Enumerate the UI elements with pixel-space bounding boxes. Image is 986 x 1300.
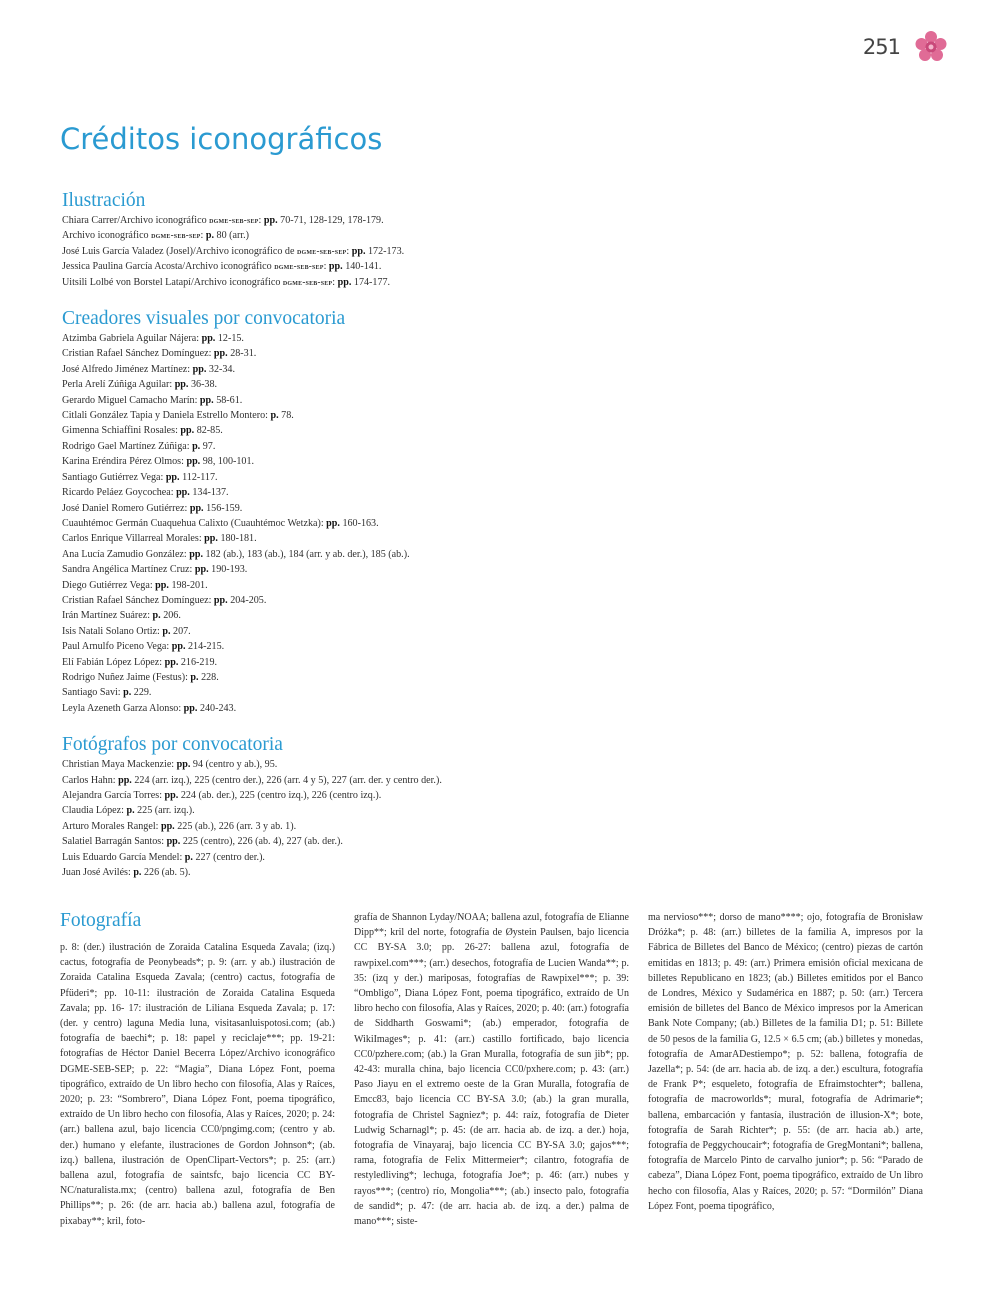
credit-entry <box>62 439 942 454</box>
credit-ref: pp. <box>213 594 228 606</box>
credit-entry <box>62 531 942 546</box>
credit-ref: pp. <box>174 379 189 391</box>
credit-ref: pp. <box>118 774 132 786</box>
credit-pages: 174-177. <box>351 276 391 288</box>
credit-entry <box>62 593 942 608</box>
credit-name: Cristian Rafael Sánchez Domínguez: <box>62 594 214 606</box>
credit-entry <box>62 670 942 685</box>
credit-sep: : <box>332 276 338 288</box>
credit-name: Juan José Avilés: <box>62 867 134 879</box>
credit-pages: 227 (centro der.). <box>192 851 265 863</box>
credit-name: Salatiel Barragán Santos: <box>62 836 167 848</box>
credit-pages: 97. <box>200 440 216 452</box>
credit-entry <box>62 803 942 818</box>
credit-entry <box>62 362 942 377</box>
credit-org: dgme-seb-sep <box>296 245 347 256</box>
credit-pages: 216-219. <box>178 656 218 668</box>
credit-pages: 78. <box>278 410 294 422</box>
credit-ref: pp. <box>183 702 198 714</box>
creadores-list <box>62 331 942 716</box>
credit-name: Atzimba Gabriela Aguilar Nájera: <box>62 333 202 345</box>
credit-entry <box>62 516 942 531</box>
credit-ref: p. <box>192 440 201 452</box>
fotografia-column-3: ma nervioso***; dorso de mano****; ojo, fotografía de Bronisław Dróżka*; p. 48: (arr.) billetes de la familia A, impresos por la Fábrica de Billetes del Banco de México; (centro) piezas de cartón emitidas en 1813; p. 49: (arr.) Primera emisión oficial mexicana de billetes Republicano en 1823; (ab.) Billetes emitidos por el Banco de Londres, México y Sudamérica en 1887; p. 50: (arr.) Tercera emisión de billetes del Banco de México impresos por la American Bank Note Company; (ab.) Billetes de la familia D1; p. 51: Billete de 50 pesos de la familia G, 12.5 × 6.5 cm; (ab.) billetes y monedas, fotografía de AmarADestiempo*; p. 52: ballena, fotografía de Jazella*; p. 54: (de arr. hacia ab. de izq. a der.) escultura, fotografía de Frank P*; esqueleto, fotografía de Efraimstochter*; ballena, fotografía de macroworlds*; mural, fotografía de Adrimarie*; ballena, embarcación y fantasía, ilustración de illusion-X*; bote, fotografía de Sarah Richter*; p. 55: (de arr. hacia ab.) arte, fotografía de Peggychoucair*; fotografía de GregMontani*; ballena, fotografía de Marcelo Pinto de carvalho junior*; p. 56: “Parado de cabeza”, Diana López Font, poema tipográfico, extraído de Un libro hecho con filosofía, Alas y Raíces, 2020; p. 57: “Dormilón” Diana López Font, poema tipográfico, <box>648 912 923 1212</box>
credit-ref: pp. <box>160 820 175 832</box>
credit-org: dgme-seb-sep <box>151 230 201 241</box>
credit-ref: p. <box>152 610 161 622</box>
credit-name: Alejandra García Torres: <box>62 790 165 801</box>
credits-lists <box>62 190 942 886</box>
credit-entry <box>62 408 942 423</box>
credit-name: Cuauhtémoc Germán Cuaquehua Calixto (Cuauhtémoc Wetzka): <box>62 517 327 529</box>
credit-sep: : <box>200 230 206 242</box>
credit-name: Archivo iconográfico <box>62 230 152 242</box>
credit-entry <box>62 331 942 346</box>
credit-entry <box>62 850 942 865</box>
credit-entry <box>62 228 942 243</box>
credit-name: Uitsili Lolbé von Borstel Latapí/Archivo iconográfico <box>62 276 283 288</box>
credit-name: Paul Arnulfo Piceno Vega: <box>62 641 172 653</box>
credit-entry <box>62 685 942 700</box>
section-title-fotografos: Fotógrafos por convocatoria <box>62 734 283 756</box>
credit-name: Carlos Hahn: <box>62 774 119 786</box>
credit-ref: pp. <box>165 471 180 483</box>
credit-name: Carlos Enrique Villarreal Morales: <box>62 533 205 545</box>
credit-pages: 172-173. <box>365 245 405 257</box>
credit-ref: pp. <box>164 656 179 668</box>
fotografia-column-2: grafía de Shannon Lyday/NOAA; ballena azul, fotografía de Elianne Dipp**; kril del norte, fotografía de Øystein Paulsen, bajo licencia CC BY-SA 3.0; pp. 26-27: ballena azul, fotografía de rawpixel.com***; (arr.) desechos, fotografía de Lucien Wanda**; p. 35: (izq y der.) mariposas, fotografías de Rawpixel***; p. 39: “Ombligo”, Diana López Font, poema tipográfico, extraído de Un libro hecho con filosofía, Alas y Raíces, 2020; p. 40: (arr.) fotografía de Siddharth Goswami*; (ab.) emperador, fotografía de WikiImages*; p. 41: (arr.) castillo fortificado, bajo licencia CC0/pzhere.com; (ab.) la Gran Muralla, fotografía de sun jib*; pp. 42-43: muralla china, bajo licencia CC0/pxhere.com; p. 43: (arr.) Paso Jiayu en el extremo oeste de la Gran Muralla, fotografía de Emcc83, bajo licencia CC BY-SA 3.0; (ab.) la gran muralla, fotografía de Christel Sagniez*; p. 44: raíz, fotografía de Dieter Ludwig Scharnagl*; p. 45: (de arr. hacia ab. de izq. a der.) hoja, fotografía de Vinayaraj, bajo licencia CC BY-SA 3.0; gajos***; rama, fotografía de Felix Mittermeier*; cilantro, fotografía de restyledliving*; lechuga, fotografía Joe*; p. 46: (arr.) nubes y rayos***; (centro) río, Mongolia***; (ab.) insecto palo, fotografía de sandid*; p. 47: (de arr. hacia ab. de izq. a der.) palma de mano***; siste- <box>354 912 629 1228</box>
credit-pages: 98, 100-101. <box>200 456 255 468</box>
page-number: 251 <box>862 35 900 59</box>
credit-pages: 182 (ab.), 183 (ab.), 184 (arr. y ab. der.), 185 (ab.). <box>203 548 410 560</box>
credit-org: dgme-seb-sep <box>209 215 259 225</box>
credit-pages: 82-85. <box>194 425 223 437</box>
credit-entry <box>62 865 942 880</box>
credit-ref: pp. <box>204 533 218 545</box>
credit-name: Leyla Azeneth Garza Alonso: <box>62 702 184 714</box>
credit-name: Isis Natali Solano Ortiz: <box>62 625 163 637</box>
section-title-fotografia: Fotografía <box>60 910 142 931</box>
credit-entry <box>62 655 942 670</box>
credit-pages: 58-61. <box>213 394 243 406</box>
credit-ref: p. <box>205 230 215 242</box>
credit-entry <box>62 834 942 849</box>
credit-entry <box>62 501 942 516</box>
credit-name: Santiago Gutiérrez Vega: <box>62 471 166 483</box>
credit-pages: 225 (centro), 226 (ab. 4), 227 (ab. der.). <box>180 836 343 848</box>
credit-name: Ricardo Peláez Goycochea: <box>62 487 177 499</box>
credit-entry <box>62 485 942 500</box>
credit-entry <box>62 393 942 408</box>
credit-ref: p. <box>162 625 171 637</box>
credit-sep: : <box>346 245 352 257</box>
credit-pages: 180-181. <box>217 533 257 545</box>
credit-name: José Daniel Romero Gutiérrez: <box>62 502 190 514</box>
credit-pages: 224 (ab. der.), 225 (centro izq.), 226 (centro izq.). <box>178 790 382 801</box>
credit-pages: 112-117. <box>179 471 218 483</box>
credit-name: Rodrigo Nuñez Jaime (Festus): <box>62 671 191 683</box>
credit-ref: pp. <box>337 276 352 288</box>
credit-entry <box>62 454 942 469</box>
credit-pages: 156-159. <box>203 502 243 514</box>
credit-entry <box>62 639 942 654</box>
credit-entry <box>62 701 942 716</box>
credit-sep: : <box>323 261 329 273</box>
credit-pages: 198-201. <box>168 579 208 591</box>
fotografos-list <box>62 757 942 880</box>
credit-pages: 225 (arr. izq.). <box>134 805 195 817</box>
credit-name: Santiago Savi: <box>62 687 124 699</box>
credit-name: José Alfredo Jiménez Martínez: <box>62 363 193 375</box>
credit-pages: 12-15. <box>215 333 244 345</box>
credit-name: Gerardo Miguel Camacho Marín: <box>62 394 200 406</box>
credit-ref: pp. <box>326 517 340 529</box>
credit-entry <box>62 788 942 803</box>
credit-pages: 206. <box>160 610 181 622</box>
credit-name: Ana Lucía Zamudio González: <box>62 548 190 560</box>
credit-ref: pp. <box>189 502 204 514</box>
flower-icon <box>914 30 948 64</box>
credit-ref: pp. <box>155 579 169 591</box>
credit-name: Elí Fabián López López: <box>62 656 165 668</box>
credit-ref: p. <box>133 867 142 879</box>
credit-pages: 214-215. <box>185 641 225 653</box>
credit-name: Chiara Carrer/Archivo iconográfico <box>62 215 210 226</box>
credit-ref: pp. <box>199 394 214 406</box>
credit-entry <box>62 423 942 438</box>
credit-entry <box>62 608 942 623</box>
credit-entry <box>62 275 942 290</box>
credit-ref: pp. <box>186 456 201 468</box>
credit-pages: 36-38. <box>188 379 218 391</box>
credit-pages: 32-34. <box>206 363 235 375</box>
credit-name: Citlali González Tapia y Daniela Estrello Montero: <box>62 410 271 422</box>
credit-name: Diego Gutiérrez Vega: <box>62 579 156 591</box>
credit-name: José Luis García Valadez (Josel)/Archivo iconográfico de <box>62 245 297 257</box>
credit-entry <box>62 547 942 562</box>
credit-entry <box>62 346 942 361</box>
credit-entry <box>62 377 942 392</box>
credit-ref: pp. <box>194 564 209 576</box>
ilustracion-list <box>62 213 942 290</box>
credit-pages: 228. <box>198 671 219 683</box>
credit-ref: p. <box>123 687 132 699</box>
credit-name: Perla Arelí Zúñiga Aguilar: <box>62 379 175 391</box>
credit-ref: pp. <box>201 333 216 345</box>
section-title-ilustracion: Ilustración <box>62 190 146 211</box>
credit-entry <box>62 578 942 593</box>
page-title: Créditos iconográficos <box>60 122 383 156</box>
credit-name: Arturo Morales Rangel: <box>62 820 161 832</box>
credit-ref: pp. <box>263 215 278 226</box>
credit-entry <box>62 244 942 259</box>
credit-name: Karina Eréndira Pérez Olmos: <box>62 456 187 468</box>
credit-ref: pp. <box>176 759 191 771</box>
credit-name: Christian Maya Mackenzie: <box>62 759 177 771</box>
credit-pages: 94 (centro y ab.), 95. <box>190 759 278 771</box>
credit-ref: pp. <box>213 348 228 360</box>
credit-pages: 240-243. <box>197 702 237 714</box>
credit-name: Rodrigo Gael Martínez Zúñiga: <box>62 440 193 452</box>
credit-name: Luis Eduardo García Mendel: <box>62 851 185 863</box>
credit-ref: pp. <box>164 790 179 801</box>
credit-pages: 204-205. <box>227 594 267 606</box>
credit-ref: p. <box>126 805 135 817</box>
credit-ref: pp. <box>180 425 195 437</box>
credit-org: dgme-seb-sep <box>282 276 333 287</box>
credit-entry <box>62 757 942 772</box>
credit-pages: 225 (ab.), 226 (arr. 3 y ab. 1). <box>174 820 297 832</box>
credit-ref: pp. <box>192 363 207 375</box>
credit-entry <box>62 562 942 577</box>
credit-name: Sandra Angélica Martínez Cruz: <box>62 564 195 576</box>
credit-pages: 160-163. <box>339 517 379 529</box>
credit-ref: pp. <box>328 261 343 273</box>
credit-ref: p. <box>190 671 199 683</box>
credit-ref: pp. <box>351 245 366 257</box>
credit-ref: p. <box>270 410 279 422</box>
credit-entry <box>62 773 942 788</box>
credit-sep: : <box>258 215 264 226</box>
credit-pages: 80 (arr.) <box>214 230 250 242</box>
credit-pages: 140-141. <box>342 261 382 273</box>
fotografia-column-1: p. 8: (der.) ilustración de Zoraida Catalina Esqueda Zavala; (izq.) cactus, fotografía de Peonybeads*; p. 9: (arr. y ab.) ilustración de Zoraida Catalina Esqueda Zavala; (centro) cactus, fotografía de Pfüderi*; pp. 10-11: ilustración de Zoraida Catalina Esqueda Zavala; pp. 16- 17: ilustración de Liliana Esqueda Zavala; p. 17: (der. y centro) laguna Media luna, visitasanluispotosi.com; (ab.) fotografía de baechi*; p. 18: papel y reciclaje***; pp. 19-21: fotografías de Héctor Daniel Becerra López/Archivo iconográfico DGME-SEB-SEP; p. 22: “Magia”, Diana López Font, poema tipográfico, extraído de Un libro hecho con filosofía, Alas y Raíces, 2020; p. 23: “Sombrero”, Diana López Font, poema tipográfico, extraído de Un libro hecho con filosofía, Alas y Raíces, 2020; p. 24: (arr.) ballena azul, bajo licencia CC0/pngimg.com; (centro y ab. der.) humano y elefante, ilustraciones de Gordon Johnson*; (ab. izq.) ballena, ilustración de OpenClipart-Vectors*; p. 25: (arr.) ballena azul, fotografía de saintsfc, bajo licencia CC BY-NC/naturalista.mx; (centro) ballena azul, fotografía de Ben Phillips**; p. 26: (de arr. hacia ab.) ballena azul, fotografía de pixabay**; kril, foto- <box>60 942 335 1227</box>
credit-pages: 207. <box>170 625 191 637</box>
credit-ref: pp. <box>166 836 181 848</box>
credit-pages: 226 (ab. 5). <box>141 867 191 879</box>
credit-pages: 229. <box>131 687 152 699</box>
credit-pages: 134-137. <box>189 487 229 499</box>
credit-name: Claudia López: <box>62 805 127 817</box>
credit-entry <box>62 624 942 639</box>
credit-ref: pp. <box>176 487 190 499</box>
credit-entry <box>62 819 942 834</box>
credit-entry <box>62 213 942 228</box>
credit-name: Irán Martínez Suárez: <box>62 610 153 622</box>
credit-ref: pp. <box>171 641 186 653</box>
credit-name: Gimenna Schiaffini Rosales: <box>62 425 181 437</box>
credit-pages: 28-31. <box>227 348 257 360</box>
credit-name: Jessica Paulina García Acosta/Archivo iconográfico <box>62 261 275 273</box>
credit-name: Cristian Rafael Sánchez Domínguez: <box>62 348 214 360</box>
credit-pages: 70-71, 128-129, 178-179. <box>277 215 384 226</box>
credit-entry <box>62 259 942 274</box>
credit-org: dgme-seb-sep <box>274 261 324 272</box>
credit-pages: 190-193. <box>208 564 248 576</box>
section-title-creadores: Creadores visuales por convocatoria <box>62 308 346 330</box>
credit-ref: p. <box>184 851 193 863</box>
credit-pages: 224 (arr. izq.), 225 (centro der.), 226 (arr. 4 y 5), 227 (arr. der. y centro der.). <box>131 774 442 786</box>
credit-entry <box>62 470 942 485</box>
credit-ref: pp. <box>189 548 204 560</box>
